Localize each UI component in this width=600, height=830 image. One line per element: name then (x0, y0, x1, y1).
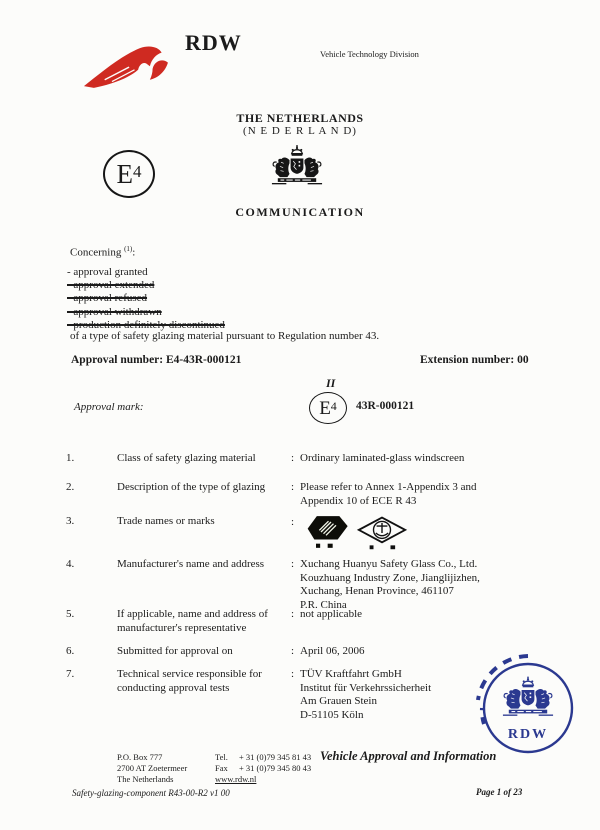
item-value: : TÜV Kraftfahrt GmbH Institut für Verkehrssicherheit Am Grauen Stein D-51105 Köln (291, 668, 432, 721)
item-number: 4. (66, 558, 75, 570)
item-number: 2. (66, 481, 75, 493)
item-number: 5. (66, 608, 75, 620)
concerning-option: - approval extended (67, 279, 155, 292)
e4-mark-icon (103, 150, 155, 198)
concerning-heading: Concerning $^{(1)}$: (70, 245, 136, 259)
approval-mark-label: Approval mark: (74, 401, 144, 413)
item-label: Description of the type of glazing (117, 481, 266, 493)
item-label: Manufacturer's name and address (117, 558, 265, 570)
page-indicator: Page 1 of 23 (476, 787, 523, 797)
approval-e4-digit: 4 (330, 399, 337, 413)
approval-e4-mark-icon (309, 392, 347, 424)
trade-marks: : (291, 512, 408, 552)
item-label: Trade names or marks (117, 515, 215, 527)
item-value: : Xuchang Huanyu Safety Glass Co., Ltd. Kouzhuang Industry Zone, Jianglijizhen, Xuchang, Henan Province, 461107 P.R. China (291, 558, 480, 611)
division-name: Vehicle Technology Division (320, 49, 419, 59)
footnote-ref: (1) (124, 245, 133, 253)
item-value: : not applicable (291, 608, 363, 620)
item-number: 3. (66, 515, 75, 527)
approval-number: Approval number: E4-43R-000121 (71, 354, 242, 366)
concerning-option: - approval withdrawn (67, 305, 162, 318)
e4-mark-letter: E (116, 158, 133, 189)
communication-title: COMMUNICATION (235, 205, 365, 219)
item-label: If applicable, name and address of manufacturer's representative (117, 608, 268, 634)
subject-line: of a type of safety glazing material pursuant to Regulation number 43. (70, 330, 380, 342)
item-number: 1. (66, 452, 75, 464)
item-number: 7. (66, 668, 75, 680)
glazing-class-roman: II (326, 376, 336, 390)
item-value: : April 06, 2006 (291, 645, 365, 657)
website-link: www.rdw.nl (215, 774, 257, 784)
trademark-hexagon-icon (301, 512, 351, 552)
approval-e4-letter: E (319, 397, 331, 419)
item-value: : Please refer to Annex 1-Appendix 3 and Appendix 10 of ECE R 43 (291, 481, 477, 507)
approval-mark-number: 43R-000121 (356, 400, 415, 412)
org-name: RDW (185, 30, 242, 55)
trademark-diamond-icon (356, 516, 408, 550)
concerning-option: - approval refused (67, 292, 148, 305)
item-label: Submitted for approval on (117, 645, 233, 657)
country-native-title: (N E D E R L A N D) (243, 125, 357, 137)
concerning-option: - approval granted (67, 266, 148, 278)
fax-number: + 31 (0)79 345 80 43 (239, 763, 312, 773)
country-title: THE NETHERLANDS (236, 111, 364, 125)
concerning-options (67, 266, 225, 332)
stamp-text: RDW (507, 727, 549, 742)
rdw-logo-icon (80, 40, 180, 96)
e4-mark-digit: 4 (133, 161, 142, 181)
concerning-option: - production definitely discontinued (67, 318, 225, 331)
footer-address: P.O. Box 777 2700 AT Zoetermeer The Netherlands (117, 752, 188, 784)
coat-of-arms-icon (265, 144, 329, 190)
footer-contact: Tel. + 31 (0)79 345 81 43 Fax + 31 (0)79 345 80 43 www.rdw.nl (215, 752, 312, 784)
item-label: Class of safety glazing material (117, 452, 256, 464)
item-value: : Ordinary laminated-glass windscreen (291, 452, 465, 464)
item-number: 6. (66, 645, 75, 657)
rdw-stamp-icon (468, 650, 588, 764)
tel-number: + 31 (0)79 345 81 43 (239, 752, 312, 762)
item-label: Technical service responsible for conducting approval tests (117, 668, 262, 694)
footer-department: Vehicle Approval and Information (320, 749, 497, 763)
extension-number: Extension number: 00 (420, 354, 529, 366)
document-reference: Safety-glazing-component R43-00-R2 v1 00 (72, 788, 230, 798)
